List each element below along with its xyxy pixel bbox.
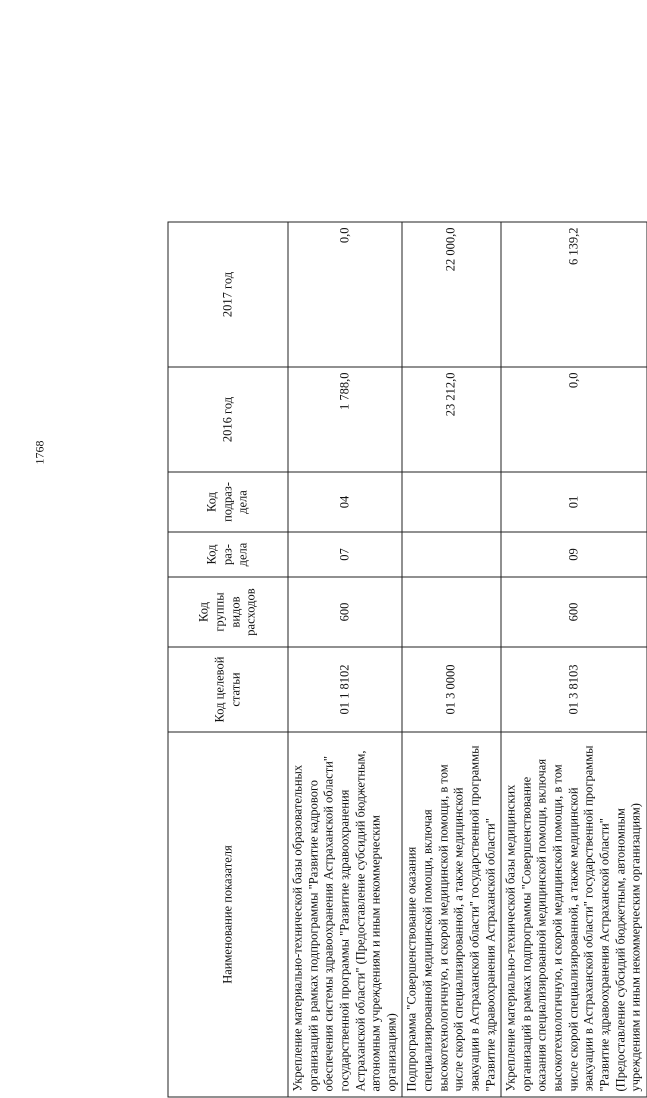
table-row (501, 222, 647, 1097)
row-2016: 0,0 (501, 367, 647, 472)
header-2016: 2016 год (168, 367, 288, 472)
header-name: Наименование показателя (168, 732, 288, 1097)
row-target-code: 01 3 0000 (402, 647, 501, 732)
header-section: Код раз-дела (168, 532, 288, 577)
header-target-code: Код целевой статьи (168, 647, 288, 732)
page-number: 1768 (33, 441, 48, 465)
row-expense-group: 600 (288, 577, 402, 647)
row-section: 09 (501, 532, 647, 577)
table-header-row (168, 222, 288, 1097)
row-target-code: 01 3 8103 (501, 647, 647, 732)
header-2017: 2017 год (168, 222, 288, 367)
header-subsection: Код подраз-дела (168, 472, 288, 532)
row-subsection: 01 (501, 472, 647, 532)
row-name: Укрепление материально-технической базы медицинских организаций в рамках подпрограммы "Совершенствование оказания специализированной медицинской помощи, включая высокотехнологичную, и скорой медицинской помощи, в том числе скорой специализированной, а также медицинской эвакуации в Астраханской области" государственной программы "Развитие здравоохранения Астраханской области" (Предоставление субсидий бюджетным, автономным учреждениям и иным некоммерческим организациям) (501, 732, 647, 1097)
table-row (402, 222, 501, 1097)
row-target-code: 01 1 8102 (288, 647, 402, 732)
row-2017: 0,0 (288, 222, 402, 367)
table-row (288, 222, 402, 1097)
row-subsection: 04 (288, 472, 402, 532)
row-2017: 22 000,0 (402, 222, 501, 367)
row-2016: 23 212,0 (402, 367, 501, 472)
row-name: Подпрограмма "Совершенствование оказания специализированной медицинской помощи, включая высокотехнологичную, и скорой медицинской помощи, в том числе скорой специализированной, а также медицинской эвакуации в Астраханской области" государственной программы "Развитие здравоохранения Астраханской области" (402, 732, 501, 1097)
row-section: 07 (288, 532, 402, 577)
row-expense-group (402, 577, 501, 647)
rotated-table-wrapper (168, 223, 618, 1098)
row-2016: 1 788,0 (288, 367, 402, 472)
row-2017: 6 139,2 (501, 222, 647, 367)
row-subsection (402, 472, 501, 532)
row-name: Укрепление материально-технической базы образовательных организаций в рамках подпрограммы "Развитие кадрового обеспечения системы здравоохранения Астраханской области" государственной программы "Развитие здравоохранения Астраханской области" (Предоставление субсидий бюджетным, автономным учреждениям и иным некоммерческим организациям) (288, 732, 402, 1097)
budget-table (168, 222, 647, 1098)
row-expense-group: 600 (501, 577, 647, 647)
header-expense-group: Код группы видов расходов (168, 577, 288, 647)
row-section (402, 532, 501, 577)
